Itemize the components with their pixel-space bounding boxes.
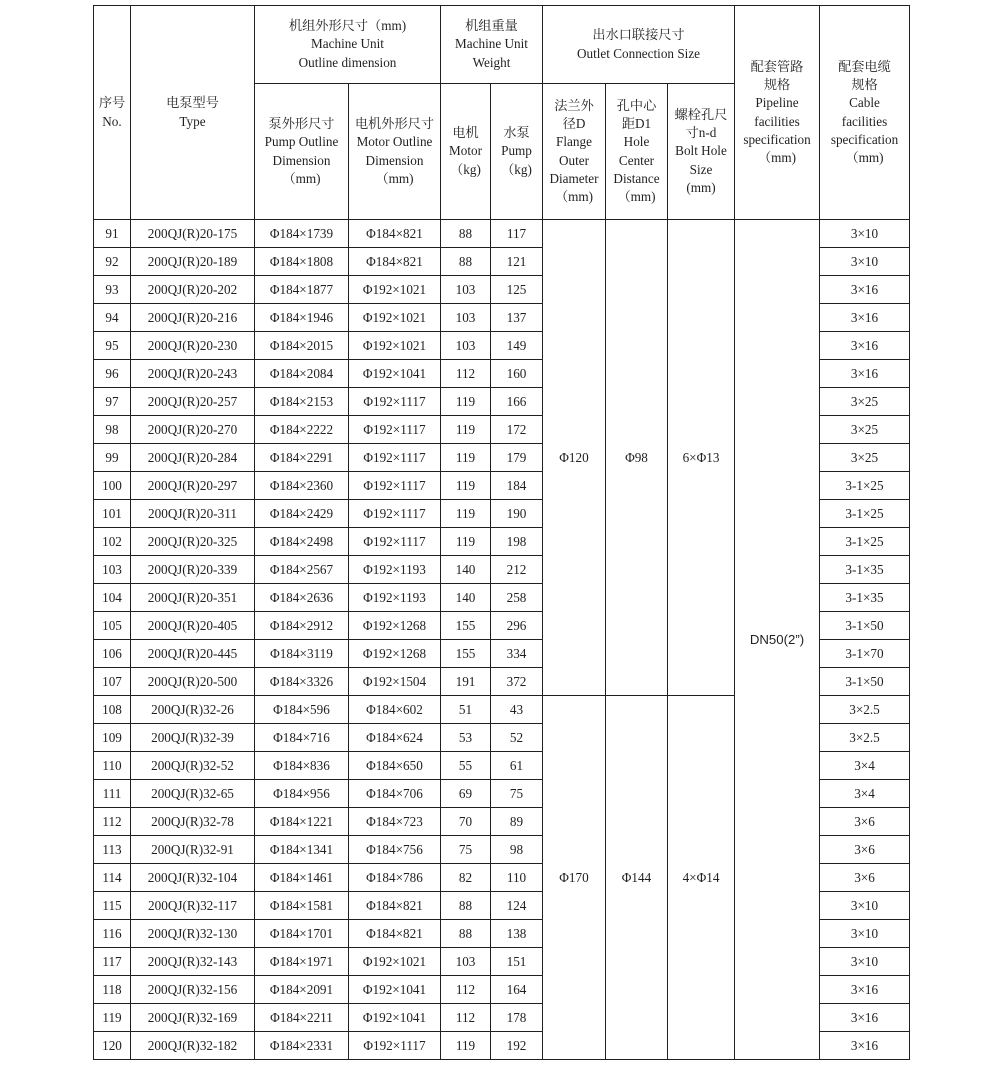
cell-pump-outline: Φ184×716 bbox=[255, 724, 349, 752]
cell-type: 200QJ(R)32-39 bbox=[131, 724, 255, 752]
cell-pump-outline: Φ184×1461 bbox=[255, 864, 349, 892]
cell-pump-outline: Φ184×2015 bbox=[255, 332, 349, 360]
cell-pump-weight: 117 bbox=[491, 220, 543, 248]
cell-pump-outline: Φ184×956 bbox=[255, 780, 349, 808]
cell-cable: 3-1×70 bbox=[820, 640, 910, 668]
cell-no: 105 bbox=[94, 612, 131, 640]
cell-motor-outline: Φ184×706 bbox=[349, 780, 441, 808]
cell-no: 111 bbox=[94, 780, 131, 808]
cell-pump-weight: 138 bbox=[491, 920, 543, 948]
cell-pump-weight: 52 bbox=[491, 724, 543, 752]
cell-motor-weight: 119 bbox=[441, 528, 491, 556]
cell-pump-outline: Φ184×1581 bbox=[255, 892, 349, 920]
cell-pump-weight: 172 bbox=[491, 416, 543, 444]
cell-cable: 3×4 bbox=[820, 780, 910, 808]
cell-motor-weight: 112 bbox=[441, 1004, 491, 1032]
cell-type: 200QJ(R)20-284 bbox=[131, 444, 255, 472]
cell-no: 118 bbox=[94, 976, 131, 1004]
cell-cable: 3×6 bbox=[820, 836, 910, 864]
cell-motor-weight: 103 bbox=[441, 332, 491, 360]
cell-type: 200QJ(R)32-26 bbox=[131, 696, 255, 724]
cell-no: 92 bbox=[94, 248, 131, 276]
cell-pump-weight: 164 bbox=[491, 976, 543, 1004]
cell-type: 200QJ(R)20-230 bbox=[131, 332, 255, 360]
cell-cable: 3-1×25 bbox=[820, 500, 910, 528]
cell-no: 108 bbox=[94, 696, 131, 724]
cell-pump-weight: 61 bbox=[491, 752, 543, 780]
cell-motor-outline: Φ192×1193 bbox=[349, 584, 441, 612]
cell-motor-outline: Φ192×1504 bbox=[349, 668, 441, 696]
cell-cable: 3×6 bbox=[820, 864, 910, 892]
cell-no: 93 bbox=[94, 276, 131, 304]
cell-motor-outline: Φ192×1268 bbox=[349, 640, 441, 668]
cell-motor-weight: 119 bbox=[441, 388, 491, 416]
cell-pump-weight: 43 bbox=[491, 696, 543, 724]
spec-table bbox=[93, 5, 910, 1060]
cell-motor-outline: Φ192×1117 bbox=[349, 416, 441, 444]
cell-type: 200QJ(R)32-117 bbox=[131, 892, 255, 920]
cell-motor-weight: 88 bbox=[441, 248, 491, 276]
header-pipeline: 配套管路 规格 Pipeline facilities specification （mm) bbox=[735, 6, 820, 220]
cell-pump-weight: 212 bbox=[491, 556, 543, 584]
table-header bbox=[94, 6, 910, 220]
cell-motor-weight: 119 bbox=[441, 1032, 491, 1060]
cell-cable: 3×16 bbox=[820, 1004, 910, 1032]
cell-pump-weight: 372 bbox=[491, 668, 543, 696]
cell-cable: 3×10 bbox=[820, 948, 910, 976]
table-row bbox=[94, 220, 910, 248]
cell-pump-outline: Φ184×1341 bbox=[255, 836, 349, 864]
cell-motor-weight: 55 bbox=[441, 752, 491, 780]
cell-cable: 3-1×25 bbox=[820, 528, 910, 556]
cell-cable: 3×16 bbox=[820, 276, 910, 304]
cell-motor-weight: 140 bbox=[441, 556, 491, 584]
header-motor-weight: 电机 Motor （kg) bbox=[441, 84, 491, 220]
cell-type: 200QJ(R)32-156 bbox=[131, 976, 255, 1004]
cell-type: 200QJ(R)20-243 bbox=[131, 360, 255, 388]
cell-motor-weight: 112 bbox=[441, 976, 491, 1004]
cell-no: 96 bbox=[94, 360, 131, 388]
cell-cable: 3×16 bbox=[820, 360, 910, 388]
cell-flange: Φ120 bbox=[543, 220, 606, 696]
cell-motor-outline: Φ192×1193 bbox=[349, 556, 441, 584]
cell-motor-outline: Φ184×786 bbox=[349, 864, 441, 892]
cell-motor-weight: 103 bbox=[441, 276, 491, 304]
cell-pump-outline: Φ184×1221 bbox=[255, 808, 349, 836]
cell-pump-outline: Φ184×3326 bbox=[255, 668, 349, 696]
cell-motor-weight: 103 bbox=[441, 304, 491, 332]
cell-type: 200QJ(R)32-104 bbox=[131, 864, 255, 892]
cell-motor-weight: 119 bbox=[441, 500, 491, 528]
cell-pump-weight: 149 bbox=[491, 332, 543, 360]
cell-motor-outline: Φ192×1021 bbox=[349, 304, 441, 332]
cell-cable: 3×16 bbox=[820, 304, 910, 332]
cell-type: 200QJ(R)20-311 bbox=[131, 500, 255, 528]
cell-motor-weight: 69 bbox=[441, 780, 491, 808]
header-type: 电泵型号 Type bbox=[131, 6, 255, 220]
cell-cable: 3-1×25 bbox=[820, 472, 910, 500]
cell-pump-weight: 190 bbox=[491, 500, 543, 528]
cell-pump-outline: Φ184×2153 bbox=[255, 388, 349, 416]
cell-motor-weight: 75 bbox=[441, 836, 491, 864]
header-no: 序号 No. bbox=[94, 6, 131, 220]
cell-no: 116 bbox=[94, 920, 131, 948]
cell-motor-weight: 140 bbox=[441, 584, 491, 612]
cell-cable: 3×2.5 bbox=[820, 696, 910, 724]
header-pump-outline: 泵外形尺寸 Pump Outline Dimension （mm) bbox=[255, 84, 349, 220]
cell-pump-weight: 179 bbox=[491, 444, 543, 472]
cell-motor-outline: Φ184×821 bbox=[349, 920, 441, 948]
cell-no: 112 bbox=[94, 808, 131, 836]
cell-no: 94 bbox=[94, 304, 131, 332]
cell-no: 107 bbox=[94, 668, 131, 696]
cell-motor-outline: Φ192×1117 bbox=[349, 388, 441, 416]
cell-pump-outline: Φ184×2912 bbox=[255, 612, 349, 640]
cell-cable: 3×2.5 bbox=[820, 724, 910, 752]
cell-cable: 3×16 bbox=[820, 976, 910, 1004]
header-cable: 配套电缆 规格 Cable facilities specification （mm) bbox=[820, 6, 910, 220]
cell-type: 200QJ(R)20-202 bbox=[131, 276, 255, 304]
cell-pump-weight: 166 bbox=[491, 388, 543, 416]
cell-pump-outline: Φ184×836 bbox=[255, 752, 349, 780]
cell-no: 114 bbox=[94, 864, 131, 892]
cell-pump-weight: 110 bbox=[491, 864, 543, 892]
cell-bolt: 4×Φ14 bbox=[668, 696, 735, 1060]
cell-type: 200QJ(R)32-182 bbox=[131, 1032, 255, 1060]
cell-pump-outline: Φ184×2360 bbox=[255, 472, 349, 500]
cell-type: 200QJ(R)20-405 bbox=[131, 612, 255, 640]
header-pump-weight: 水泵 Pump （kg) bbox=[491, 84, 543, 220]
cell-cable: 3×25 bbox=[820, 444, 910, 472]
cell-motor-outline: Φ192×1041 bbox=[349, 976, 441, 1004]
cell-pump-weight: 89 bbox=[491, 808, 543, 836]
cell-hole: Φ98 bbox=[606, 220, 668, 696]
cell-cable: 3-1×50 bbox=[820, 612, 910, 640]
cell-cable: 3×10 bbox=[820, 248, 910, 276]
cell-motor-outline: Φ192×1117 bbox=[349, 1032, 441, 1060]
header-outline: 机组外形尺寸（mm) Machine Unit Outline dimension bbox=[255, 6, 441, 84]
cell-type: 200QJ(R)32-52 bbox=[131, 752, 255, 780]
cell-pump-outline: Φ184×1739 bbox=[255, 220, 349, 248]
cell-cable: 3×10 bbox=[820, 892, 910, 920]
cell-cable: 3×4 bbox=[820, 752, 910, 780]
cell-pump-outline: Φ184×2211 bbox=[255, 1004, 349, 1032]
cell-pipeline: DN50(2”) bbox=[735, 220, 820, 1060]
cell-no: 104 bbox=[94, 584, 131, 612]
cell-type: 200QJ(R)32-169 bbox=[131, 1004, 255, 1032]
cell-pump-weight: 178 bbox=[491, 1004, 543, 1032]
cell-motor-outline: Φ184×756 bbox=[349, 836, 441, 864]
cell-pump-outline: Φ184×2331 bbox=[255, 1032, 349, 1060]
cell-pump-weight: 98 bbox=[491, 836, 543, 864]
cell-pump-weight: 125 bbox=[491, 276, 543, 304]
cell-motor-outline: Φ184×602 bbox=[349, 696, 441, 724]
table-body bbox=[94, 220, 910, 1060]
cell-motor-outline: Φ192×1268 bbox=[349, 612, 441, 640]
cell-type: 200QJ(R)20-500 bbox=[131, 668, 255, 696]
cell-pump-outline: Φ184×2084 bbox=[255, 360, 349, 388]
header-outlet: 出水口联接尺寸 Outlet Connection Size bbox=[543, 6, 735, 84]
cell-motor-outline: Φ192×1021 bbox=[349, 948, 441, 976]
cell-motor-outline: Φ192×1117 bbox=[349, 472, 441, 500]
cell-motor-outline: Φ192×1117 bbox=[349, 500, 441, 528]
cell-pump-outline: Φ184×1808 bbox=[255, 248, 349, 276]
cell-pump-outline: Φ184×596 bbox=[255, 696, 349, 724]
cell-no: 99 bbox=[94, 444, 131, 472]
cell-type: 200QJ(R)32-143 bbox=[131, 948, 255, 976]
cell-type: 200QJ(R)20-325 bbox=[131, 528, 255, 556]
cell-pump-weight: 198 bbox=[491, 528, 543, 556]
cell-motor-weight: 88 bbox=[441, 892, 491, 920]
cell-bolt: 6×Φ13 bbox=[668, 220, 735, 696]
cell-type: 200QJ(R)20-216 bbox=[131, 304, 255, 332]
cell-no: 106 bbox=[94, 640, 131, 668]
cell-type: 200QJ(R)32-65 bbox=[131, 780, 255, 808]
cell-pump-outline: Φ184×1877 bbox=[255, 276, 349, 304]
cell-type: 200QJ(R)20-351 bbox=[131, 584, 255, 612]
cell-cable: 3-1×35 bbox=[820, 584, 910, 612]
cell-no: 120 bbox=[94, 1032, 131, 1060]
cell-motor-outline: Φ192×1041 bbox=[349, 360, 441, 388]
cell-motor-weight: 191 bbox=[441, 668, 491, 696]
cell-pump-outline: Φ184×2498 bbox=[255, 528, 349, 556]
cell-cable: 3×10 bbox=[820, 220, 910, 248]
cell-type: 200QJ(R)20-297 bbox=[131, 472, 255, 500]
cell-type: 200QJ(R)32-78 bbox=[131, 808, 255, 836]
cell-motor-outline: Φ192×1117 bbox=[349, 528, 441, 556]
cell-motor-outline: Φ192×1021 bbox=[349, 332, 441, 360]
cell-pump-weight: 334 bbox=[491, 640, 543, 668]
cell-pump-weight: 137 bbox=[491, 304, 543, 332]
header-weight: 机组重量 Machine Unit Weight bbox=[441, 6, 543, 84]
cell-pump-outline: Φ184×1946 bbox=[255, 304, 349, 332]
cell-motor-weight: 119 bbox=[441, 472, 491, 500]
cell-pump-outline: Φ184×1701 bbox=[255, 920, 349, 948]
cell-no: 113 bbox=[94, 836, 131, 864]
cell-motor-outline: Φ184×821 bbox=[349, 248, 441, 276]
cell-type: 200QJ(R)20-175 bbox=[131, 220, 255, 248]
cell-no: 101 bbox=[94, 500, 131, 528]
cell-motor-weight: 53 bbox=[441, 724, 491, 752]
cell-motor-outline: Φ184×723 bbox=[349, 808, 441, 836]
cell-pump-outline: Φ184×2222 bbox=[255, 416, 349, 444]
cell-motor-outline: Φ184×821 bbox=[349, 892, 441, 920]
cell-pump-weight: 75 bbox=[491, 780, 543, 808]
cell-pump-weight: 192 bbox=[491, 1032, 543, 1060]
cell-type: 200QJ(R)20-257 bbox=[131, 388, 255, 416]
cell-no: 95 bbox=[94, 332, 131, 360]
cell-no: 110 bbox=[94, 752, 131, 780]
cell-pump-outline: Φ184×3119 bbox=[255, 640, 349, 668]
cell-pump-weight: 184 bbox=[491, 472, 543, 500]
cell-no: 91 bbox=[94, 220, 131, 248]
cell-motor-outline: Φ192×1021 bbox=[349, 276, 441, 304]
cell-pump-outline: Φ184×2429 bbox=[255, 500, 349, 528]
cell-cable: 3×6 bbox=[820, 808, 910, 836]
cell-motor-weight: 88 bbox=[441, 920, 491, 948]
cell-no: 100 bbox=[94, 472, 131, 500]
cell-motor-weight: 88 bbox=[441, 220, 491, 248]
cell-no: 97 bbox=[94, 388, 131, 416]
cell-pump-weight: 151 bbox=[491, 948, 543, 976]
cell-type: 200QJ(R)20-445 bbox=[131, 640, 255, 668]
cell-pump-outline: Φ184×2291 bbox=[255, 444, 349, 472]
cell-type: 200QJ(R)32-91 bbox=[131, 836, 255, 864]
header-flange: 法兰外 径D Flange Outer Diameter （mm) bbox=[543, 84, 606, 220]
cell-motor-weight: 119 bbox=[441, 444, 491, 472]
cell-pump-weight: 160 bbox=[491, 360, 543, 388]
cell-pump-weight: 296 bbox=[491, 612, 543, 640]
cell-hole: Φ144 bbox=[606, 696, 668, 1060]
cell-flange: Φ170 bbox=[543, 696, 606, 1060]
cell-pump-outline: Φ184×2091 bbox=[255, 976, 349, 1004]
cell-motor-weight: 155 bbox=[441, 612, 491, 640]
cell-type: 200QJ(R)20-270 bbox=[131, 416, 255, 444]
cell-cable: 3×10 bbox=[820, 920, 910, 948]
cell-type: 200QJ(R)20-189 bbox=[131, 248, 255, 276]
cell-motor-outline: Φ184×650 bbox=[349, 752, 441, 780]
cell-motor-weight: 51 bbox=[441, 696, 491, 724]
cell-type: 200QJ(R)20-339 bbox=[131, 556, 255, 584]
cell-motor-weight: 103 bbox=[441, 948, 491, 976]
cell-type: 200QJ(R)32-130 bbox=[131, 920, 255, 948]
cell-no: 109 bbox=[94, 724, 131, 752]
cell-pump-weight: 258 bbox=[491, 584, 543, 612]
cell-cable: 3×16 bbox=[820, 1032, 910, 1060]
cell-no: 117 bbox=[94, 948, 131, 976]
header-bolt: 螺栓孔尺 寸n-d Bolt Hole Size (mm) bbox=[668, 84, 735, 220]
cell-motor-weight: 119 bbox=[441, 416, 491, 444]
cell-no: 115 bbox=[94, 892, 131, 920]
cell-motor-outline: Φ184×821 bbox=[349, 220, 441, 248]
cell-cable: 3×16 bbox=[820, 332, 910, 360]
cell-motor-weight: 70 bbox=[441, 808, 491, 836]
cell-pump-outline: Φ184×1971 bbox=[255, 948, 349, 976]
cell-motor-outline: Φ184×624 bbox=[349, 724, 441, 752]
cell-cable: 3×25 bbox=[820, 388, 910, 416]
cell-cable: 3-1×35 bbox=[820, 556, 910, 584]
cell-no: 102 bbox=[94, 528, 131, 556]
cell-motor-outline: Φ192×1117 bbox=[349, 444, 441, 472]
cell-no: 119 bbox=[94, 1004, 131, 1032]
cell-pump-outline: Φ184×2636 bbox=[255, 584, 349, 612]
cell-motor-weight: 82 bbox=[441, 864, 491, 892]
header-hole: 孔中心 距D1 Hole Center Distance （mm) bbox=[606, 84, 668, 220]
cell-cable: 3×25 bbox=[820, 416, 910, 444]
cell-motor-weight: 112 bbox=[441, 360, 491, 388]
cell-pump-weight: 121 bbox=[491, 248, 543, 276]
cell-pump-weight: 124 bbox=[491, 892, 543, 920]
header-motor-outline: 电机外形尺寸 Motor Outline Dimension （mm) bbox=[349, 84, 441, 220]
cell-cable: 3-1×50 bbox=[820, 668, 910, 696]
cell-no: 103 bbox=[94, 556, 131, 584]
cell-pump-outline: Φ184×2567 bbox=[255, 556, 349, 584]
cell-motor-weight: 155 bbox=[441, 640, 491, 668]
cell-motor-outline: Φ192×1041 bbox=[349, 1004, 441, 1032]
cell-no: 98 bbox=[94, 416, 131, 444]
